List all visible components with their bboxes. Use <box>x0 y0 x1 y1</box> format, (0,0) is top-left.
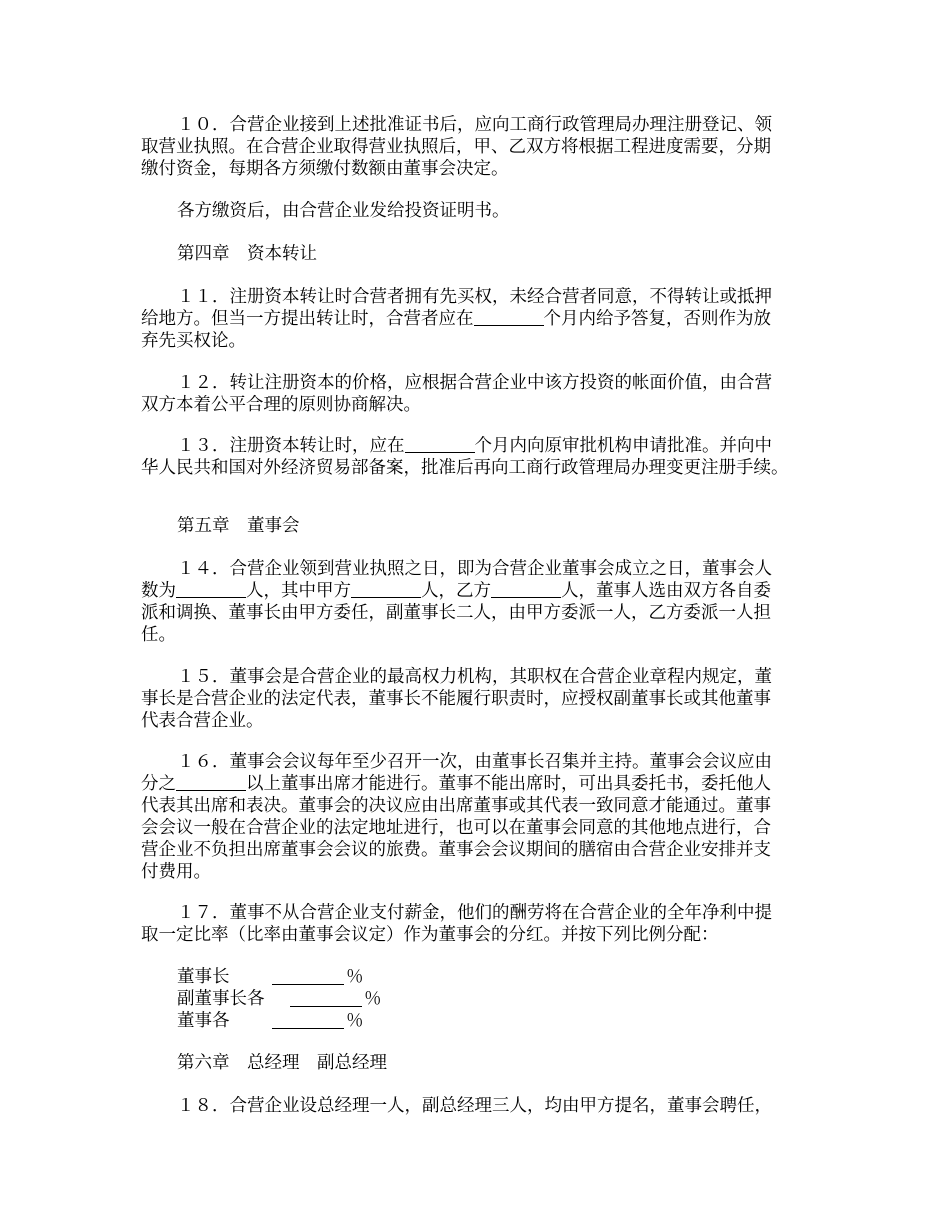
paragraph-15-line-1: １５．董事会是合营企业的最高权力机构，其职权在合营企业章程内规定，董 <box>177 667 772 687</box>
text-segment: 人，乙方 <box>421 581 491 601</box>
paragraph-16-line-4: 会会议一般在合营企业的法定地址进行，也可以在董事会同意的其他地点进行，合 <box>141 818 771 838</box>
chapter-6-heading: 第六章 总经理 副总经理 <box>177 1053 387 1073</box>
ratio-percent-director: ％ <box>346 1011 364 1031</box>
fill-blank <box>474 309 544 326</box>
chapter-4-heading: 第四章 资本转让 <box>177 244 317 264</box>
text-segment: 以上董事出席才能进行。董事不能出席时，可出具委托书，委托他人 <box>246 774 771 794</box>
ratio-label-vice-chairman: 副董事长各 <box>177 989 265 1009</box>
paragraph-16-line-3: 代表其出席和表决。董事会的决议应由出席董事或其代表一致同意才能通过。董事 <box>141 796 771 816</box>
paragraph-12-line-1: １２．转让注册资本的价格，应根据合营企业中该方投资的帐面价值，由合营 <box>177 373 772 393</box>
ratio-blank-director <box>272 1012 344 1029</box>
paragraph-14-line-4: 任。 <box>141 625 176 645</box>
paragraph-14-line-2 <box>141 580 771 602</box>
fill-blank <box>491 581 561 598</box>
text-segment: 人，董事人选由双方各自委 <box>561 581 771 601</box>
paragraph-11-line-1: １１．注册资本转让时合营者拥有先买权，未经合营者同意，不得转让或抵押 <box>177 287 772 307</box>
paragraph-11-line-2 <box>141 308 771 330</box>
paragraph-13-line-2: 华人民共和国对外经济贸易部备案，批准后再向工商行政管理局办理变更注册手续。 <box>141 458 789 478</box>
text-segment: 分之 <box>141 774 176 794</box>
ratio-blank-chairman <box>272 968 344 985</box>
text-segment: １３．注册资本转让时，应在 <box>177 436 405 456</box>
paragraph-10-line-2: 取营业执照。在合营企业取得营业执照后，甲、乙双方将根据工程进度需要，分期 <box>141 137 771 157</box>
ratio-label-director: 董事各 <box>177 1011 230 1031</box>
paragraph-10-line-3: 缴付资金，每期各方须缴付数额由董事会决定。 <box>141 159 509 179</box>
paragraph-16-line-6: 付费用。 <box>141 862 211 882</box>
paragraph-11-line-3: 弃先买权论。 <box>141 331 246 351</box>
text-segment: 数为 <box>141 581 176 601</box>
ratio-label-chairman: 董事长 <box>177 967 230 987</box>
paragraph-16-line-5: 营企业不负担出席董事会会议的旅费。董事会会议期间的膳宿由合营企业安排并支 <box>141 840 771 860</box>
fill-blank <box>176 774 246 791</box>
paragraph-10-note: 各方缴资后，由合营企业发给投资证明书。 <box>177 201 510 221</box>
chapter-5-heading: 第五章 董事会 <box>177 516 300 536</box>
text-segment: 人，其中甲方 <box>246 581 351 601</box>
ratio-percent-vice-chairman: ％ <box>364 989 382 1009</box>
fill-blank <box>405 436 475 453</box>
text-segment: 个月内给予答复，否则作为放 <box>543 309 771 329</box>
paragraph-15-line-2: 事长是合营企业的法定代表，董事长不能履行职责时，应授权副董事长或其他董事 <box>141 689 771 709</box>
ratio-percent-chairman: ％ <box>346 967 364 987</box>
ratio-blank-vice-chairman <box>290 990 362 1007</box>
paragraph-17-line-1: １７．董事不从合营企业支付薪金，他们的酬劳将在合营企业的全年净利中提 <box>177 903 772 923</box>
fill-blank <box>351 581 421 598</box>
paragraph-15-line-3: 代表合营企业。 <box>141 711 264 731</box>
paragraph-10-line-1: １０．合营企业接到上述批准证书后，应向工商行政管理局办理注册登记、领 <box>177 115 772 135</box>
text-segment: 给地方。但当一方提出转让时，合营者应在 <box>141 309 474 329</box>
paragraph-13-line-1 <box>177 435 772 457</box>
fill-blank <box>176 581 246 598</box>
paragraph-14-line-3: 派和调换、董事长由甲方委任，副董事长二人，由甲方委派一人，乙方委派一人担 <box>141 603 771 623</box>
paragraph-16-line-2 <box>141 773 771 795</box>
paragraph-16-line-1: １６．董事会会议每年至少召开一次，由董事长召集并主持。董事会会议应由 <box>177 752 772 772</box>
paragraph-18-line-1: １８．合营企业设总经理一人，副总经理三人，均由甲方提名，董事会聘任， <box>177 1096 772 1116</box>
text-segment: 个月内向原审批机构申请批准。并向中 <box>474 436 772 456</box>
paragraph-14-line-1: １４．合营企业领到营业执照之日，即为合营企业董事会成立之日，董事会人 <box>177 559 772 579</box>
paragraph-17-line-2: 取一定比率（比率由董事会议定）作为董事会的分红。并按下列比例分配： <box>141 925 719 945</box>
paragraph-12-line-2: 双方本着公平合理的原则协商解决。 <box>141 395 421 415</box>
